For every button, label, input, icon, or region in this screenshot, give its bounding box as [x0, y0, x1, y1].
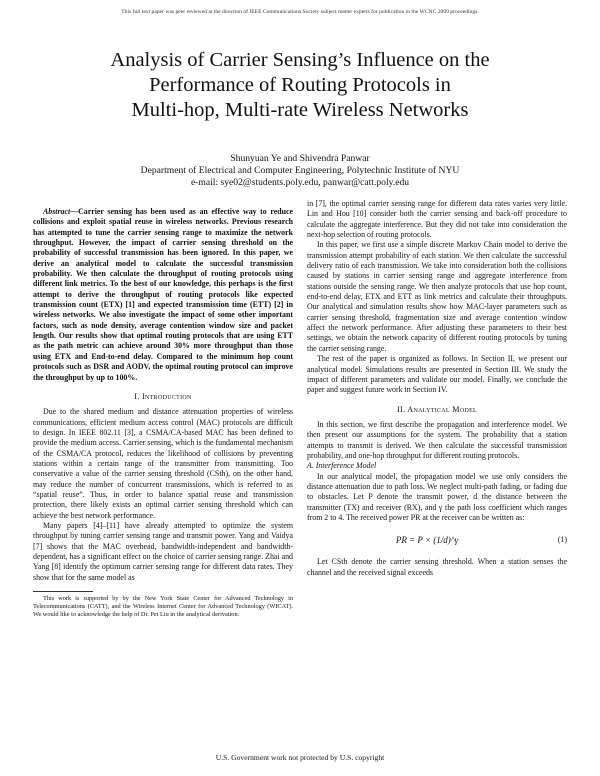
left-column — [33, 207, 293, 619]
header-note: This full text paper was peer reviewed at the direction of IEEE Communications Society subject matter experts for publication in the WCNC 2009 proceedings. — [121, 9, 479, 15]
affiliation: Department of Electrical and Computer Engineering, Polytechnic Institute of NYU — [140, 165, 460, 176]
paper-title — [30, 48, 570, 123]
equation-1-number: (1) — [557, 535, 567, 545]
right-paragraph-6: Let CSth denote the carrier sensing threshold. When a station senses the channel and the received signal exceeds — [307, 557, 567, 577]
equation-1-body: PR = P × (1/d)^γ — [395, 535, 459, 546]
abstract — [33, 207, 293, 383]
right-paragraph-4: In this section, we first describe the propagation and interference model. We then present our assumptions for the system. The probability that a station attempts to transmit is derived. We then calculate the successful transmission probability, and one-hop throughput for different routing protocols. — [307, 419, 567, 460]
footnote-rule — [33, 591, 93, 592]
authors: Shunyuan Ye and Shivendra Panwar — [230, 153, 370, 164]
title-line-3: Multi-hop, Multi-rate Wireless Networks — [131, 99, 469, 121]
equation-1 — [307, 529, 567, 551]
right-paragraph-3: The rest of the paper is organized as follows. In Section II, we present our analytical model. Simulations results are presented in Section III. We study the impact of different parameters and validate our model. Finally, we conclude the paper and suggest future work in Section IV. — [307, 354, 567, 395]
right-paragraph-2: In this paper, we first use a simple discrete Markov Chain model to derive the transmission attempt probability of each station. We then calculate the successful delivery ratio of each transmission. We take into consideration both the collisions caused by stations in carrier sensing range and aggregate interference from stations outside the sensing range. We then analyze protocols that use hop count, end-to-end delay, ETX and ETT as link metrics and calculate their throughputs. Our analytical and simulation results show how MAC-layer parameters such as carrier sensing threshold, fragmentation size and average contention window affect the network performance. After adjusting these parameters to their best settings, we obtain the network capacity of different routing protocols by tuning the carrier sensing range. — [307, 240, 567, 353]
intro-paragraph-1: Due to the shared medium and distance attenuation properties of wireless communications, efficient medium access control (MAC) protocols are difficult to design. In IEEE 802.11 [3], a CSMA/CA-based MAC has been defined to provide the medium access. Carrier sensing, which is the fundamental mechanism of the CSMA/CA protocol, reduces the likelihood of collisions by preventing stations within a certain range of the transmitter from transmitting. Too conservative a value of the carrier sensing threshold (CSth), on the other hand, may reduce the number of concurrent transmissions, which is referred to as “spatial reuse”. Thus, in order to balance spatial reuse and transmission protection, there likely exists an optimal carrier sensing threshold which can achieve the best network performance. — [33, 407, 293, 520]
section-heading-analytical-model: II. Analytical Model — [396, 404, 478, 414]
page-footer: U.S. Government work not protected by U.S. copyright — [215, 753, 385, 762]
right-paragraph-1: in [7], the optimal carrier sensing range for different data rates varies very little. Lin and Hou [10] consider both the carrier sensing and back-off procedure to calculate the aggregate interference. But they did not take into consideration the next-hop selection of routing protocols. — [307, 199, 567, 240]
right-paragraph-5: In our analytical model, the propagation model we use only considers the distance attenuation due to path loss. We neglect multi-path fading, or fading due to obstacles. Let P denote the transmit power, d the distance between the transmitter (TX) and receiver (RX), and γ the path loss coefficient which ranges from 2 to 4. The received power PR at the receiver can be written as: — [307, 471, 567, 522]
abstract-text: —Carrier sensing has been used as an effective way to reduce collisions and exploit spatial reuse in wireless networks. Previous research has attempted to tune the carrier sensing range to maximize the network throughput. However, the impact of carrier sensing threshold on the probability of successful transmission has been ignored. In this paper, we derive an analytical model to calculate the successful transmission probability. We then calculate the throughput of routing protocols using different link metrics. To the best of our knowledge, this perhaps is the first attempt to derive the throughput of routing protocols like expected transmission count (ETX) [1] and expected transmission time (ETT) [2] in wireless networks. We also investigate the impact of some other important factors, such as node density, average contention window size and packet length. Our results show that optimal routing protocols that are using ETT as the path metric can achieve around 30% more throughput than those using ETX and End-to-end delay. Compared to the minimum hop count protocols such as DSR and AODV, the optimal routing protocol can improve the throughput by up to 100%. — [33, 207, 293, 382]
footnote: This work is supported by by the New York State Center for Advanced Technology in Telecommunications (CATT), and the Wireless Internet Center for Advanced Technology (WICAT). We would like to acknowledge the help of Dr. Pei Liu in the analytical derivation. — [33, 595, 293, 619]
title-line-2: Performance of Routing Protocols in — [149, 74, 451, 96]
email: e-mail: sye02@students.poly.edu, panwar@catt.poly.edu — [190, 177, 410, 188]
author-block — [40, 153, 560, 189]
section-heading-introduction: I. Introduction — [134, 391, 192, 401]
subsection-heading-interference: A. Interference Model — [307, 461, 377, 471]
abstract-lead: Abstract — [43, 207, 71, 216]
intro-paragraph-2: Many papers [4]–[11] have already attempted to optimize the system throughput by tuning carrier sensing range and transmit power. Yang and Vaidya [7] shows that the MAC overhead, bandwidth-independent and bandwidth-dependent, has a significant effect on the choice of carrier sensing range. Zhai and Yang [8] identify the optimum carrier sensing range for different data rates. They show that for the same model as — [33, 520, 293, 582]
title-line-1: Analysis of Carrier Sensing’s Influence on the — [110, 49, 490, 71]
right-column — [307, 199, 567, 578]
